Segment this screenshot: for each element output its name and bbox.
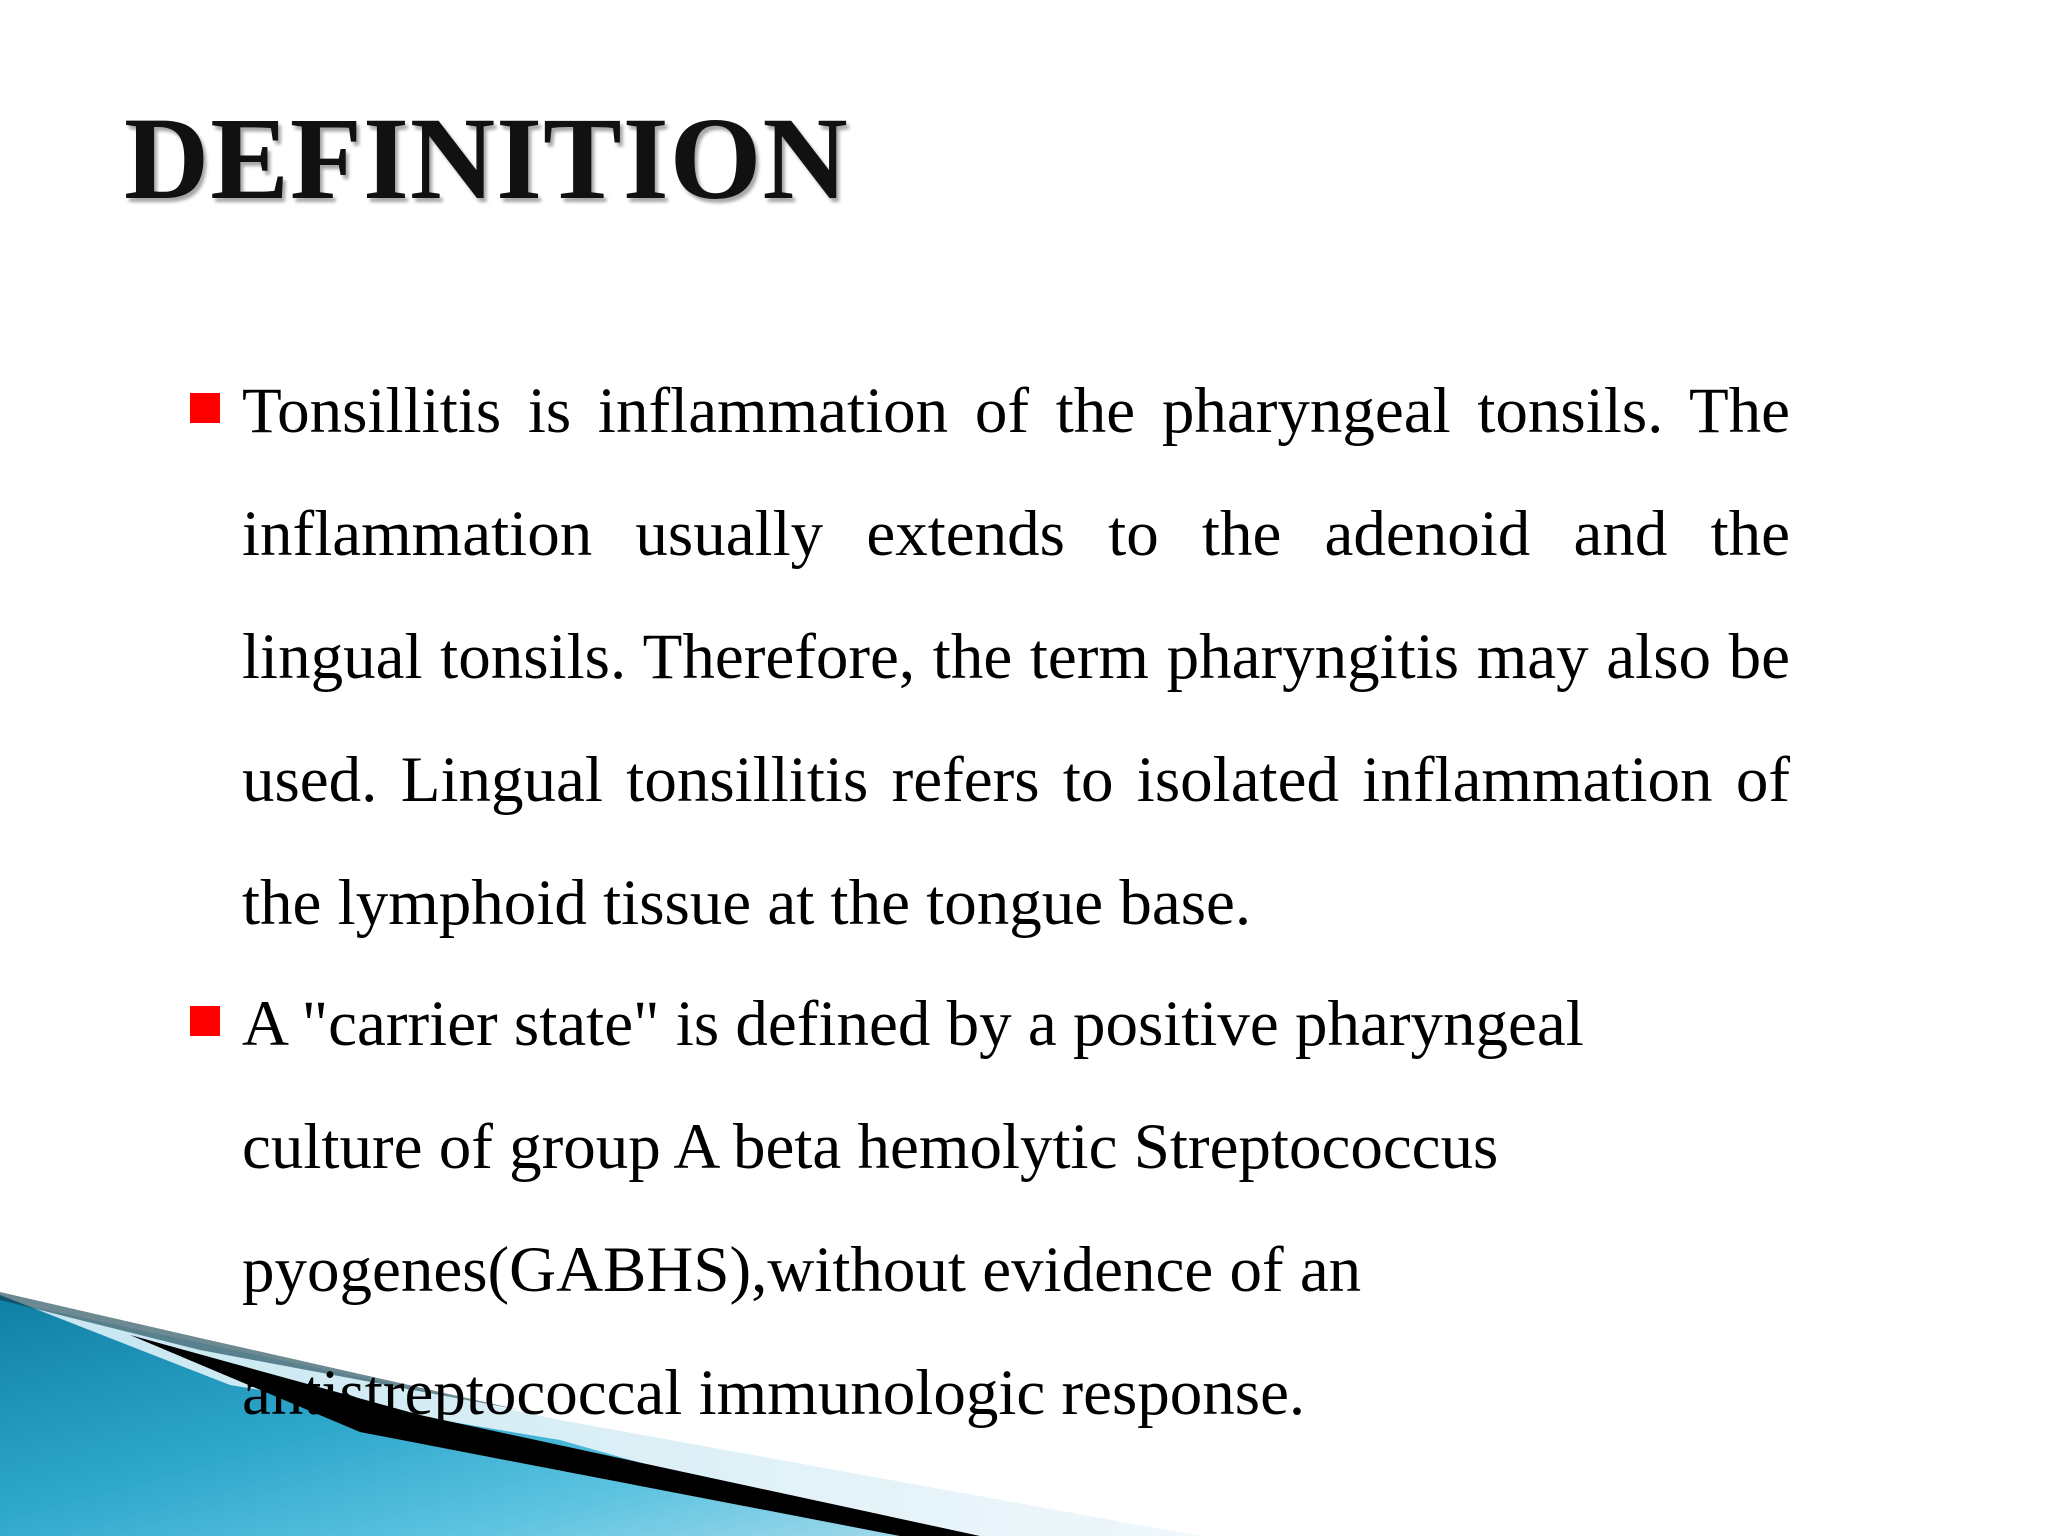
bullet-text: A "carrier state" is defined by a positive pharyngeal culture of group A beta hemolytic Streptococcus pyogenes(GABHS),without evidence of an antistreptococcal immunologic response.: [242, 988, 1584, 1429]
bullet-square-icon: [190, 393, 220, 423]
slide-title: DEFINITION: [124, 93, 849, 224]
bullet-text: Tonsillitis is inflammation of the pharyngeal tonsils. The inflammation usually extends to the adenoid and the lingual tonsils. Therefore, the term pharyngitis may also be used. Lingual tonsillitis refers to isolated inflammation of the lymphoid tissue at the tongue base.: [242, 375, 1790, 939]
list-item: [190, 963, 1790, 1455]
bullet-list: [190, 350, 1790, 1453]
bullet-square-icon: [190, 1006, 220, 1036]
list-item: [190, 350, 1790, 965]
